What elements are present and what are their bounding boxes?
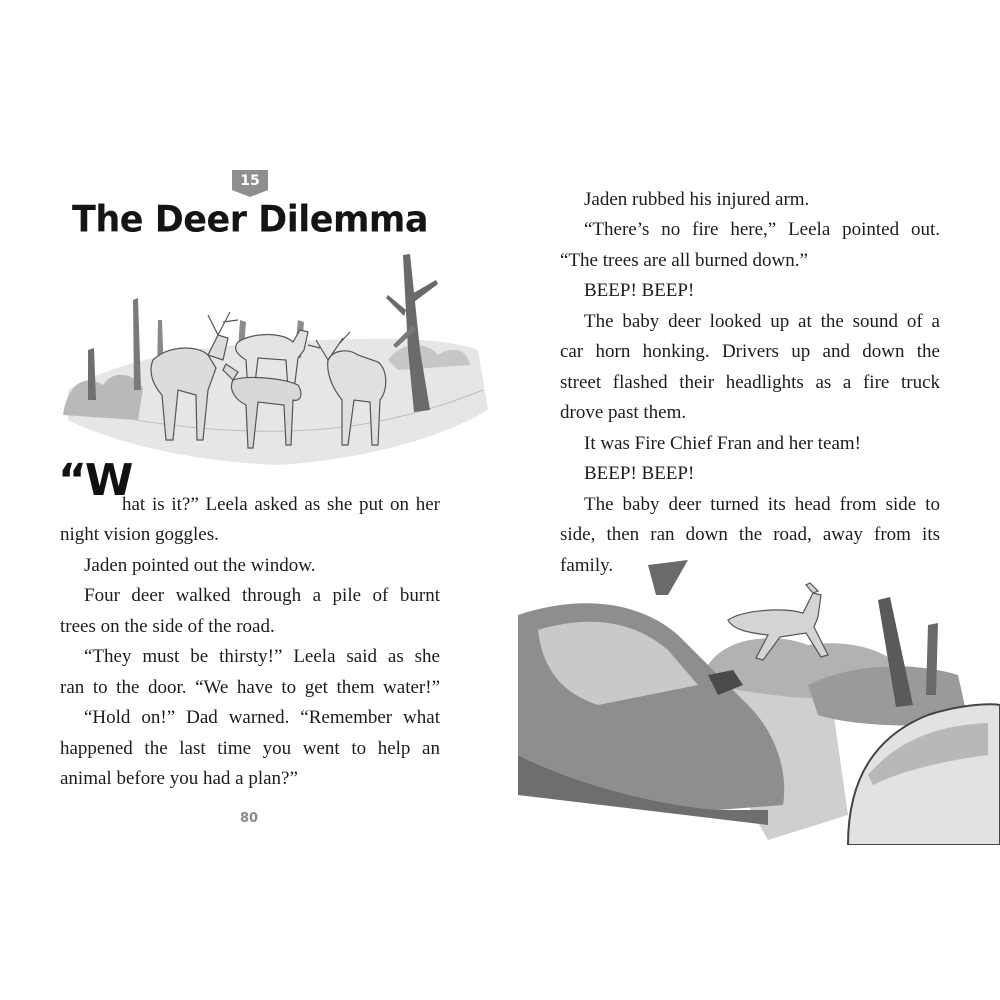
- right-text-line-7: street flashed their headlights as a fire truck: [560, 372, 940, 393]
- right-text-line-10: BEEP! BEEP!: [584, 463, 695, 484]
- dropcap: “W: [58, 455, 132, 506]
- right-text-line-13: family.: [560, 555, 614, 576]
- right-text-line-9: It was Fire Chief Fran and her team!: [584, 433, 861, 454]
- left-text-line-3: Jaden pointed out the window.: [84, 555, 316, 576]
- deer-herd-illustration: [58, 250, 498, 470]
- right-text-line-5: The baby deer looked up at the sound of a: [584, 311, 940, 332]
- right-text-line-4: BEEP! BEEP!: [584, 280, 695, 301]
- left-text-line-9: happened the last time you went to help an: [60, 738, 440, 759]
- baby-deer-crossing-road-illustration: [518, 555, 1000, 845]
- left-text-line-5: trees on the side of the road.: [60, 616, 275, 637]
- right-page: [500, 0, 1000, 1000]
- chapter-number: 15: [240, 173, 260, 189]
- right-text-line-6: car horn honking. Drivers up and down the: [560, 341, 940, 362]
- right-text-line-3: “The trees are all burned down.”: [560, 250, 808, 271]
- page-number-left: 80: [240, 811, 259, 826]
- left-text-line-7: ran to the door. “We have to get them water!”: [60, 677, 440, 698]
- chapter-title: The Deer Dilemma: [71, 199, 429, 241]
- left-text-line-10: animal before you had a plan?”: [60, 768, 298, 789]
- right-text-line-8: drove past them.: [560, 402, 687, 423]
- right-text-line-11: The baby deer turned its head from side to: [584, 494, 940, 515]
- left-text-line-4: Four deer walked through a pile of burnt: [84, 585, 440, 606]
- left-text-line-8: “Hold on!” Dad warned. “Remember what: [84, 707, 440, 728]
- left-text-line-6: “They must be thirsty!” Leela said as she: [84, 646, 440, 667]
- left-text-line-2: night vision goggles.: [60, 524, 219, 545]
- left-text-line-1: hat is it?” Leela asked as she put on her: [122, 494, 440, 515]
- chapter-number-badge: [232, 170, 268, 197]
- right-text-line-12: side, then ran down the road, away from its: [560, 524, 940, 545]
- right-text-line-2: “There’s no fire here,” Leela pointed out.: [584, 219, 940, 240]
- right-text-line-1: Jaden rubbed his injured arm.: [584, 189, 810, 210]
